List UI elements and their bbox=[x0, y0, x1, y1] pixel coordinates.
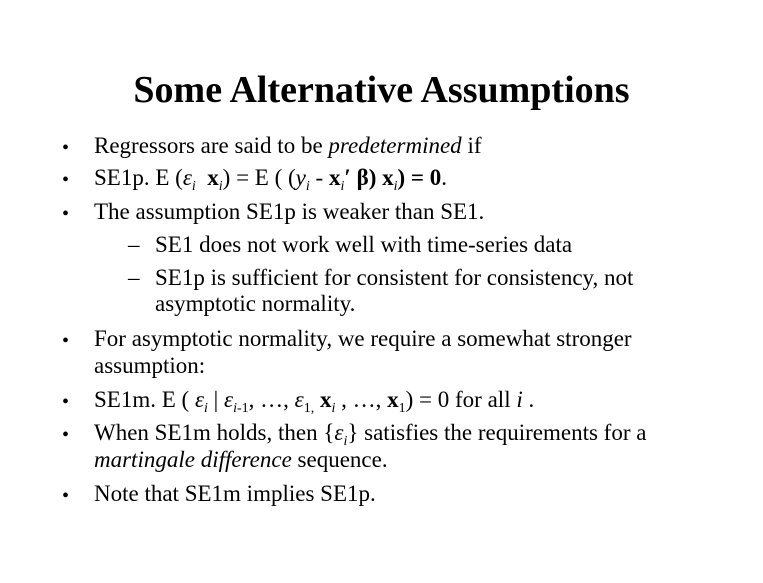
sub-bullet-consistency-cont: asymptotic normality. bbox=[155, 291, 356, 316]
bullet-weaker: The assumption SE1p is weaker than SE1. bbox=[94, 199, 485, 224]
formula-text: , …, bbox=[248, 387, 295, 412]
subscript: i bbox=[393, 179, 398, 194]
epsilon-symbol: ε bbox=[334, 420, 344, 445]
bullet-martingale bbox=[94, 420, 647, 449]
subscript: -1 bbox=[237, 401, 249, 416]
x-vector: x bbox=[382, 165, 394, 190]
formula-text: - bbox=[309, 165, 329, 190]
bullet-marker: • bbox=[62, 137, 70, 159]
bullet-marker: • bbox=[62, 203, 70, 225]
bullet-asymptotic-cont: assumption: bbox=[94, 353, 206, 378]
emphasis-text: martingale difference bbox=[94, 447, 292, 472]
epsilon-symbol: ε bbox=[294, 387, 304, 412]
bullet-text: When SE1m holds, then { bbox=[94, 420, 335, 445]
formula-text: ) = bbox=[397, 165, 430, 190]
formula-text: | bbox=[207, 387, 225, 412]
subscript: i bbox=[340, 179, 345, 194]
emphasis-text: predetermined bbox=[328, 133, 462, 158]
subscript: i bbox=[204, 401, 208, 416]
formula-text: . bbox=[522, 387, 535, 412]
formula-text: SE1p. E ( bbox=[94, 165, 183, 190]
epsilon-symbol: ε bbox=[182, 165, 192, 190]
sub-bullet-consistency: SE1p is sufficient for consistent for consistency, not bbox=[155, 265, 634, 290]
formula-text: ) = E ( ( bbox=[222, 165, 296, 190]
beta-symbol: β bbox=[356, 165, 369, 190]
bullet-text-tail: sequence. bbox=[291, 447, 388, 472]
bullet-text: Regressors are said to be bbox=[94, 133, 329, 158]
bullet-marker: • bbox=[62, 169, 70, 191]
bullet-marker: • bbox=[62, 485, 70, 507]
subscript: i bbox=[343, 434, 348, 449]
x-vector: x bbox=[387, 387, 399, 412]
x-vector: x bbox=[207, 165, 219, 190]
bullet-se1p bbox=[94, 165, 448, 194]
bullet-se1m bbox=[94, 387, 535, 416]
bullet-martingale-cont bbox=[94, 447, 388, 473]
bullet-marker: • bbox=[62, 424, 70, 446]
formula-text: ) bbox=[368, 165, 383, 190]
bullet-implies: Note that SE1m implies SE1p. bbox=[94, 481, 376, 506]
sub-bullet-time-series: SE1 does not work well with time-series data bbox=[155, 232, 573, 257]
subscript: 1, bbox=[303, 401, 315, 416]
index-variable: i bbox=[516, 387, 523, 412]
subscript: i bbox=[218, 179, 223, 194]
subscript: i bbox=[305, 179, 310, 194]
x-vector: x bbox=[328, 165, 341, 190]
bullet-marker: • bbox=[62, 330, 70, 352]
subscript: i bbox=[233, 401, 237, 416]
dash-marker: – bbox=[128, 232, 140, 257]
bullet-predetermined bbox=[94, 133, 482, 159]
subscript: 1 bbox=[398, 401, 406, 416]
dash-marker: – bbox=[128, 265, 140, 290]
formula-text: ) = 0 for all bbox=[405, 387, 517, 412]
subscript: i bbox=[331, 401, 336, 416]
zero-vector: 0 bbox=[429, 165, 442, 190]
slide-title: Some Alternative Assumptions bbox=[133, 69, 630, 111]
x-vector: x bbox=[320, 387, 332, 412]
bullet-marker: • bbox=[62, 391, 70, 413]
formula-text: . bbox=[441, 165, 448, 190]
bullet-text-tail: if bbox=[461, 133, 482, 158]
epsilon-symbol: ε bbox=[224, 387, 234, 412]
epsilon-symbol: ε bbox=[194, 387, 205, 412]
subscript: i bbox=[191, 179, 196, 194]
formula-text: SE1m. E ( bbox=[94, 387, 195, 412]
bullet-asymptotic: For asymptotic normality, we require a somewhat stronger bbox=[94, 326, 632, 351]
bullet-text-tail: } satisfies the requirements for a bbox=[347, 420, 647, 445]
prime-symbol: ′ bbox=[344, 165, 351, 190]
y-variable: y bbox=[295, 165, 306, 190]
formula-text: , …, bbox=[335, 387, 388, 412]
